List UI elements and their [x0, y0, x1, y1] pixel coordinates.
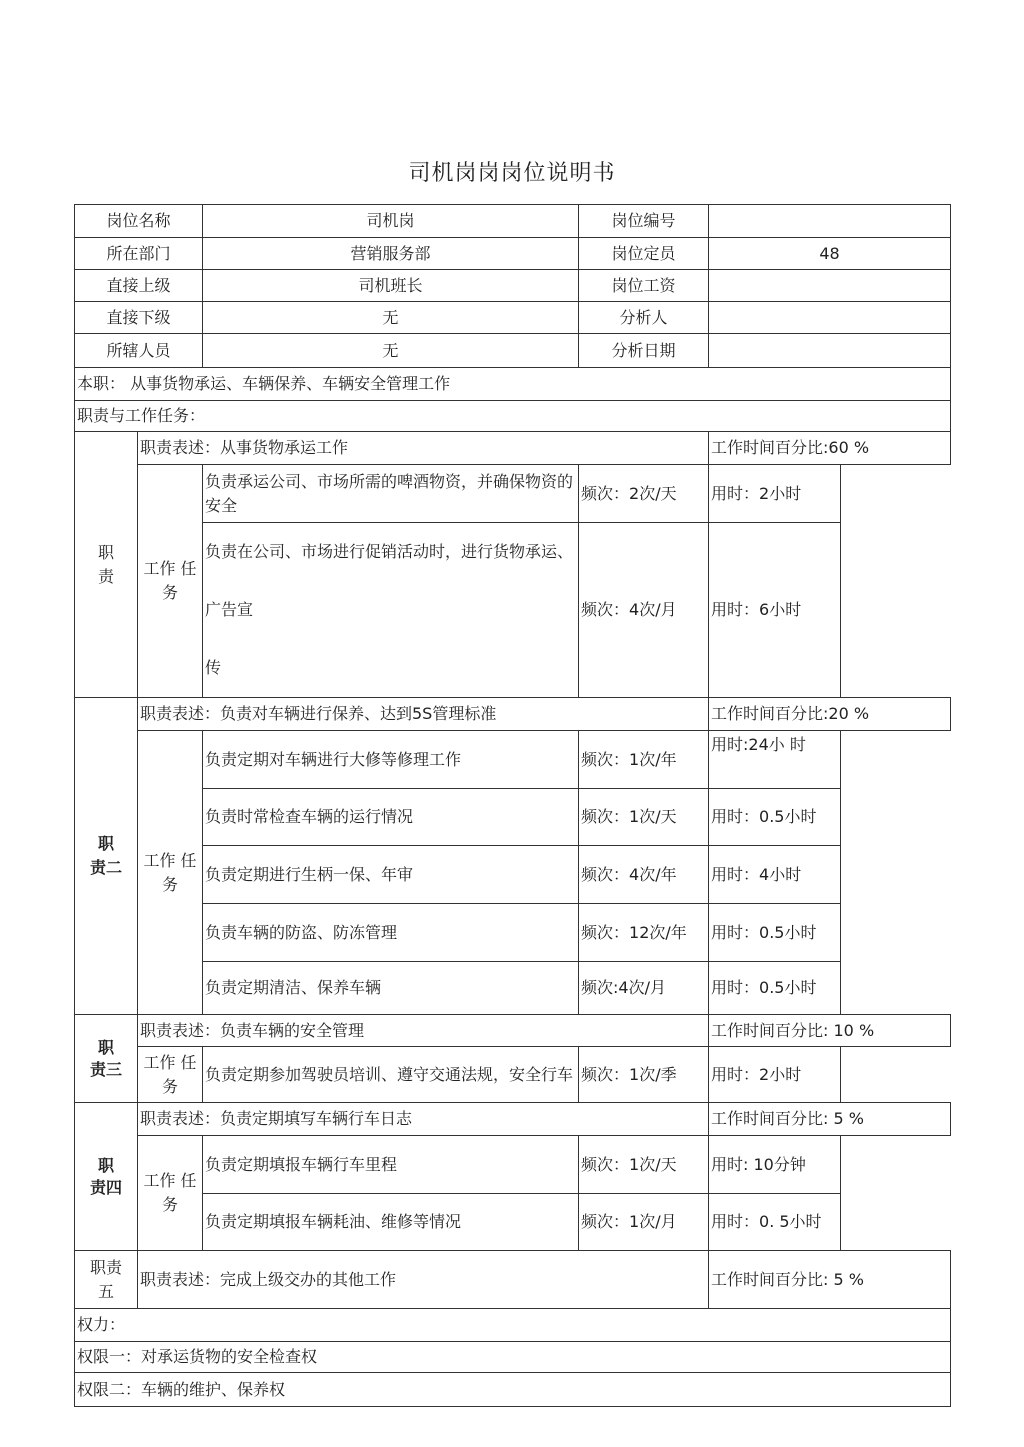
task-text: 负责定期参加驾驶员培训、遵守交通法规，安全行车 [203, 1047, 579, 1103]
job-description-table [74, 204, 951, 1407]
task-text: 负责在公司、市场进行促销活动时，进行货物承运、广告宣 传 [203, 523, 579, 698]
staff-value: 无 [203, 334, 579, 368]
position-name-value: 司机岗 [203, 205, 579, 238]
authority-2: 权限二：车辆的维护、保养权 [75, 1373, 951, 1407]
task-freq: 频次：1次/天 [579, 789, 709, 846]
duty4-pct: 工作时间百分比: 5 % [709, 1103, 951, 1136]
task-time: 用时：0.5小时 [709, 904, 841, 962]
info-row [75, 238, 951, 270]
subordinate-label: 直接下级 [75, 302, 203, 334]
task-time: 用时：2小时 [709, 1047, 841, 1103]
position-code-label: 岗位编号 [579, 205, 709, 238]
info-row [75, 302, 951, 334]
duty2-label: 职 责二 [75, 698, 138, 1015]
dept-value: 营销服务部 [203, 238, 579, 270]
duty5-desc: 职责表述：完成上级交办的其他工作 [138, 1251, 709, 1309]
duty4-task-label: 工作 任务 [138, 1136, 203, 1251]
headcount-label: 岗位定员 [579, 238, 709, 270]
analysis-date-label: 分析日期 [579, 334, 709, 368]
task-freq: 频次：4次/年 [579, 846, 709, 904]
info-row [75, 334, 951, 368]
task-text: 负责定期清洁、保养车辆 [203, 962, 579, 1015]
authority-header-row [75, 1309, 951, 1342]
duty1-label: 职 责 [75, 432, 138, 698]
dept-label: 所在部门 [75, 238, 203, 270]
task-time: 用时：2小时 [709, 465, 841, 523]
task-freq: 频次：1次/天 [579, 1136, 709, 1194]
duty4-desc-row [75, 1103, 951, 1136]
task-freq: 频次：2次/天 [579, 465, 709, 523]
task-time: 用时:24小 时 [709, 731, 841, 789]
duty3-task-label: 工作 任务 [138, 1047, 203, 1103]
task-freq: 频次:4次/月 [579, 962, 709, 1015]
info-row [75, 270, 951, 302]
salary-value [709, 270, 951, 302]
task-time: 用时：4小时 [709, 846, 841, 904]
task-row [75, 731, 951, 789]
task-row [75, 962, 951, 1015]
task-text: 负责承运公司、市场所需的啤酒物资，并确保物资的安全 [203, 465, 579, 523]
duty2-pct: 工作时间百分比:20 % [709, 698, 951, 731]
duty1-desc: 职责表述：从事货物承运工作 [138, 432, 709, 465]
subordinate-value: 无 [203, 302, 579, 334]
superior-value: 司机班长 [203, 270, 579, 302]
task-time: 用时: 10分钟 [709, 1136, 841, 1194]
duty3-label: 职 责三 [75, 1015, 138, 1103]
task-text: 负责定期进行生柄一保、年审 [203, 846, 579, 904]
task-time: 用时：6小时 [709, 523, 841, 698]
authority-header: 权力： [75, 1309, 951, 1342]
duty5-label: 职责 五 [75, 1251, 138, 1309]
duty3-desc-row [75, 1015, 951, 1047]
salary-label: 岗位工资 [579, 270, 709, 302]
duty4-label: 职 责四 [75, 1103, 138, 1251]
analyst-label: 分析人 [579, 302, 709, 334]
duty5-row [75, 1251, 951, 1309]
task-text: 负责时常检查车辆的运行情况 [203, 789, 579, 846]
position-name-label: 岗位名称 [75, 205, 203, 238]
duty1-task-label: 工作 任务 [138, 465, 203, 698]
analyst-value [709, 302, 951, 334]
task-freq: 频次：1次/季 [579, 1047, 709, 1103]
task-row [75, 1194, 951, 1251]
duty1-desc-row [75, 432, 951, 465]
task-freq: 频次：1次/年 [579, 731, 709, 789]
task-row [75, 846, 951, 904]
staff-label: 所辖人员 [75, 334, 203, 368]
duty2-desc: 职责表述：负责对车辆进行保养、达到5S管理标准 [138, 698, 709, 731]
analysis-date-value [709, 334, 951, 368]
duty4-desc: 职责表述：负责定期填写车辆行车日志 [138, 1103, 709, 1136]
task-time: 用时：0. 5小时 [709, 1194, 841, 1251]
task-row [75, 523, 951, 698]
task-time: 用时：0.5小时 [709, 789, 841, 846]
task-row [75, 904, 951, 962]
duties-header-row [75, 401, 951, 432]
task-row [75, 1136, 951, 1194]
task-row [75, 1047, 951, 1103]
task-freq: 频次：1次/月 [579, 1194, 709, 1251]
authority-row [75, 1342, 951, 1373]
authority-1: 权限一：对承运货物的安全检查权 [75, 1342, 951, 1373]
headcount-value: 48 [709, 238, 951, 270]
duty2-task-label: 工作 任务 [138, 731, 203, 1015]
task-row [75, 465, 951, 523]
duty3-pct: 工作时间百分比: 10 % [709, 1015, 951, 1047]
info-row [75, 205, 951, 238]
duty1-pct: 工作时间百分比:60 % [709, 432, 951, 465]
task-text: 负责定期填报车辆行车里程 [203, 1136, 579, 1194]
superior-label: 直接上级 [75, 270, 203, 302]
duty2-desc-row [75, 698, 951, 731]
duty5-pct: 工作时间百分比: 5 % [709, 1251, 951, 1309]
task-freq: 频次：4次/月 [579, 523, 709, 698]
duties-header: 职责与工作任务： [75, 401, 951, 432]
main-duty: 本职： 从事货物承运、车辆保养、车辆安全管理工作 [75, 368, 951, 401]
authority-row [75, 1373, 951, 1407]
task-time: 用时：0.5小时 [709, 962, 841, 1015]
task-text: 负责定期对车辆进行大修等修理工作 [203, 731, 579, 789]
document-title: 司机岗岗岗位说明书 [408, 161, 616, 186]
task-text: 负责车辆的防盗、防冻管理 [203, 904, 579, 962]
duty3-desc: 职责表述：负责车辆的安全管理 [138, 1015, 709, 1047]
main-duty-row [75, 368, 951, 401]
task-freq: 频次：12次/年 [579, 904, 709, 962]
task-row [75, 789, 951, 846]
position-code-value [709, 205, 951, 238]
task-text: 负责定期填报车辆耗油、维修等情况 [203, 1194, 579, 1251]
